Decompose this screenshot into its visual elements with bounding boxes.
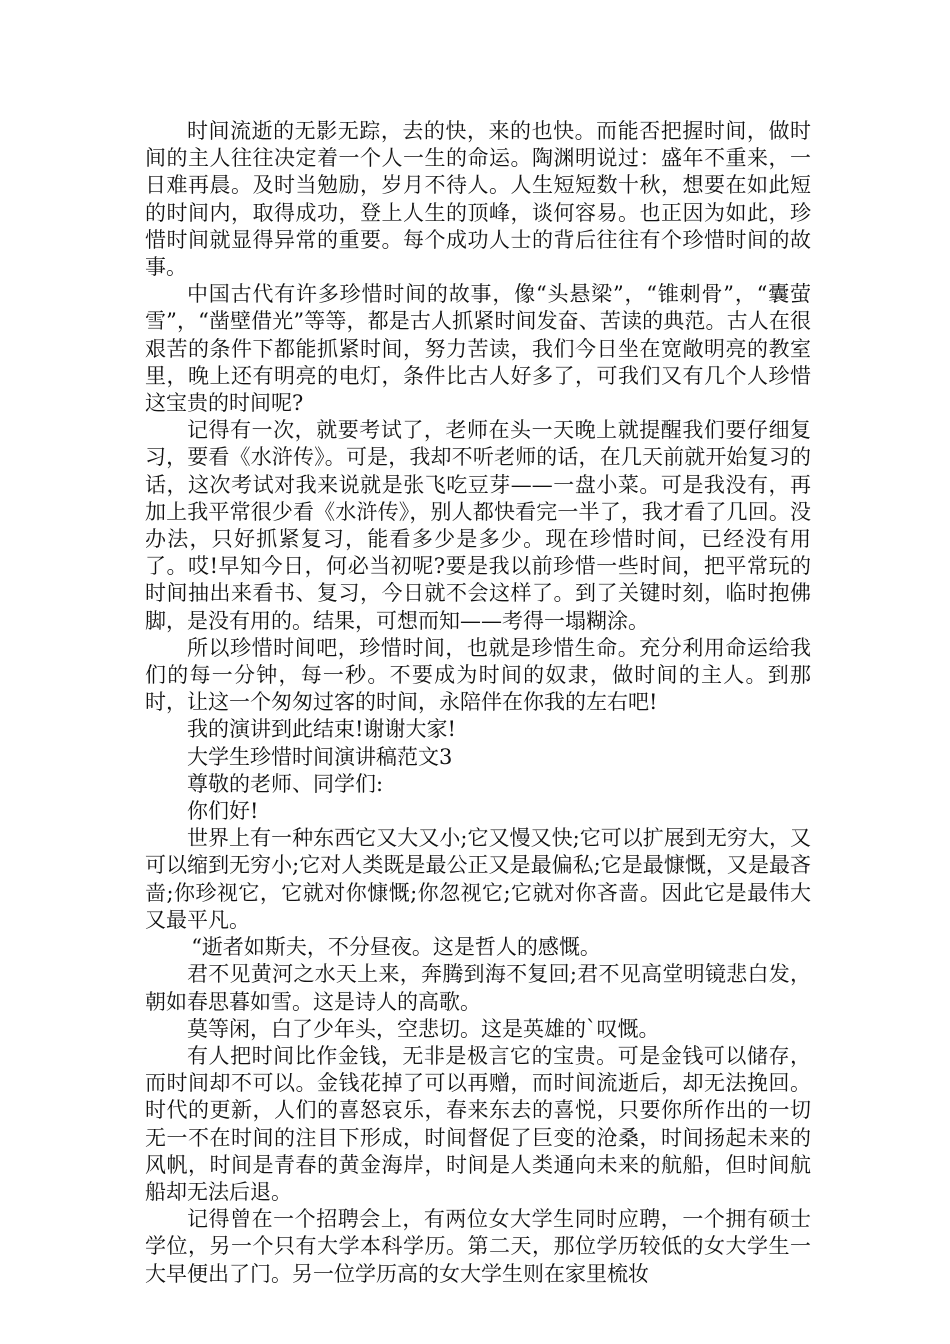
salutation: 尊敬的老师、同学们:	[187, 771, 384, 796]
paragraph-7: 记得曾在一个招聘会上，有两位女大学生同时应聘，一个拥有硕士学位，另一个只有大学本科学历。第二天，那位学历较低的女大学生一大早便出了门。另一位学历高的女大学生则在家里梳妆	[145, 1207, 811, 1286]
paragraph-1: 时间流逝的无影无踪，去的快，来的也快。而能否把握时间，做时间的主人往往决定着一个人一生的命运。陶渊明说过：盛年不重来，一日难再晨。及时当勉励，岁月不待人。人生短短数十秋，想要在如此短的时间内，取得成功，登上人生的顶峰，谈何容易。也正因为如此，珍惜时间就显得异常的重要。每个成功人士的背后往往有个珍惜时间的故事。	[145, 119, 811, 280]
document-page	[145, 118, 811, 1288]
quote-line-3: 莫等闲，白了少年头，空悲切。这是英雄的`叹慨。	[187, 1016, 660, 1041]
quote-line-1: “逝者如斯夫，不分昼夜。这是哲人的感慨。	[191, 935, 601, 960]
paragraph-6: 有人把时间比作金钱，无非是极言它的宝贵。可是金钱可以储存，而时间却不可以。金钱花掉了可以再赠，而时间流逝后，却无法挽回。时代的更新，人们的喜怒哀乐，春来东去的喜悦，只要你所作出的一切无一不在时间的注目下形成，时间督促了巨变的沧桑，时间扬起未来的风帆，时间是青春的黄金海岸，时间是人类通向未来的航船，但时间航船却无法后退。	[145, 1043, 811, 1204]
paragraph-5: 世界上有一种东西它又大又小;它又慢又快;它可以扩展到无穷大，又可以缩到无穷小;它对人类既是最公正又是最偏私;它是最慷慨，又是最吝啬;你珍视它，它就对你慷慨;你忽视它;它就对你吝啬。因此它是最伟大又最平凡。	[145, 826, 811, 932]
paragraph-4: 所以珍惜时间吧，珍惜时间，也就是珍惜生命。充分利用命运给我们的每一分钟，每一秒。不要成为时间的奴隶，做时间的主人。到那时，让这一个匆匆过客的时间，永陪伴在你我的左右吧!	[145, 635, 811, 715]
paragraph-2: 中国古代有许多珍惜时间的故事，像“头悬梁”，“锥刺骨”，“囊萤雪”，“凿壁借光”等等，都是古人抓紧时间发奋、苦读的典范。古人在很艰苦的条件下都能抓紧时间，努力苦读，我们今日坐在宽敞明亮的教室里，晚上还有明亮的电灯，条件比古人好多了，可我们又有几个人珍惜这宝贵的时间呢?	[145, 282, 811, 416]
paragraph-3: 记得有一次，就要考试了，老师在头一天晚上就提醒我们要仔细复习，要看《水浒传》。可是，我却不听老师的话，在几天前就开始复习的话，这次考试对我来说就是张飞吃豆芽——一盘小菜。可是我没有，再加上我平常很少看《水浒传》，别人都快看完一半了，我才看了几回。没办法，只好抓紧复习，能看多少是多少。现在珍惜时间，已经没有用了。哎!早知今日，何必当初呢?要是我以前珍惜一些时间，把平常玩的时间抽出来看书、复习，今日就不会这样了。到了关键时刻，临时抱佛脚，是没有用的。结果，可想而知——考得一塌糊涂。	[145, 418, 811, 633]
quote-line-2: 君不见黄河之水天上来，奔腾到海不复回;君不见高堂明镜悲白发，朝如春思暮如雪。这是诗人的高歌。	[145, 962, 811, 1014]
closing-line: 我的演讲到此结束!谢谢大家!	[187, 717, 456, 742]
section-title: 大学生珍惜时间演讲稿范文3	[187, 744, 453, 769]
greeting: 你们好!	[187, 799, 259, 824]
